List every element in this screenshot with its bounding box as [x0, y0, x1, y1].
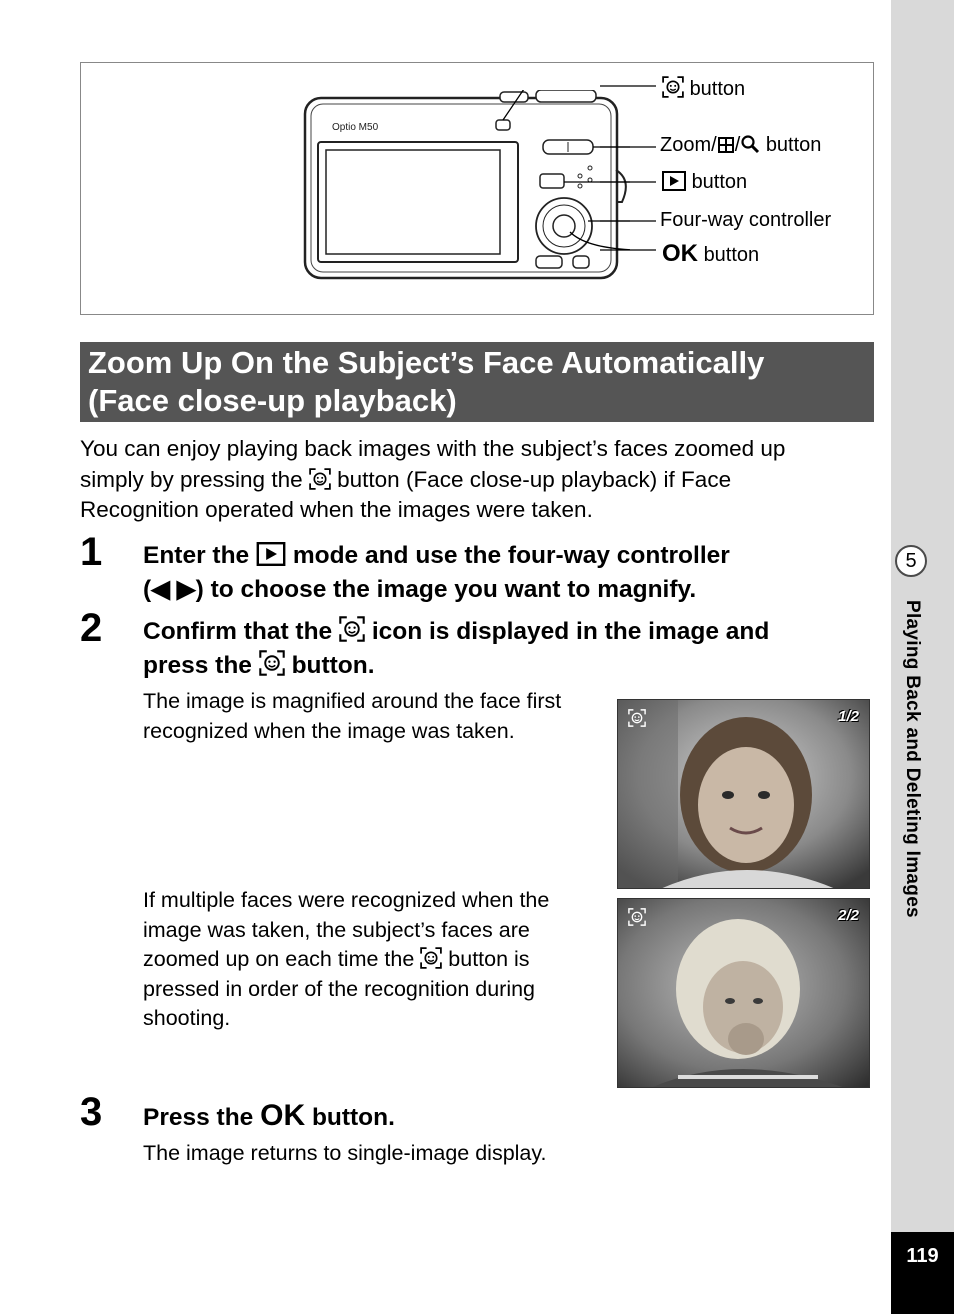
face-detection-icon	[339, 616, 365, 642]
thumbnail-grid-icon	[717, 136, 735, 154]
ok-symbol: OK	[662, 240, 698, 267]
step-2-heading: Confirm that the icon is displayed in the image and press the button.	[143, 618, 770, 679]
photo-image	[618, 899, 870, 1088]
face-detection-icon	[309, 468, 331, 490]
step-3-heading: Press the OK button.	[143, 1099, 395, 1132]
step-number-3: 3	[80, 1090, 103, 1134]
callout-play-button: button	[662, 171, 747, 194]
magnify-icon	[740, 134, 760, 154]
face-closeup-photo-2	[617, 898, 870, 1088]
face-detection-icon	[628, 709, 646, 727]
step-1-heading: Enter the mode and use the four-way controller (◀ ▶) to choose the image you want to magnify.	[143, 542, 730, 603]
camera-illustration	[300, 90, 630, 285]
callout-face-button: button	[662, 76, 745, 101]
camera-brand-text: Optio M50	[332, 122, 379, 133]
step-number-2: 2	[80, 606, 103, 650]
photo-image	[618, 700, 870, 889]
playback-icon	[256, 542, 286, 566]
photo-indicator: 1/2	[838, 708, 859, 725]
section-title-line2: (Face close-up playback)	[88, 383, 457, 418]
face-detection-icon	[662, 76, 684, 98]
face-closeup-photo-1	[617, 699, 870, 889]
page-number: 119	[891, 1232, 954, 1314]
callout-four-way: Four-way controller	[660, 209, 832, 231]
callout-leaders	[600, 80, 660, 265]
section-title-line1: Zoom Up On the Subject’s Face Automatically	[88, 345, 765, 380]
callout-ok-button: OK button	[662, 240, 760, 267]
section-header	[80, 342, 874, 422]
face-detection-icon	[420, 947, 442, 969]
playback-icon	[662, 171, 686, 191]
intro-paragraph: You can enjoy playing back images with the subject’s faces zoomed up simply by pressing the button (Face close-up playback) if Face Recognition operated when the images were taken.	[80, 436, 786, 522]
step-3-description: The image returns to single-image display.	[143, 1141, 547, 1165]
ok-symbol: OK	[260, 1099, 306, 1132]
chapter-number-badge: 5	[895, 545, 927, 577]
photo-indicator: 2/2	[838, 907, 859, 924]
face-detection-icon	[628, 908, 646, 926]
callout-zoom-button: Zoom/ / button	[660, 134, 822, 156]
step-number-1: 1	[80, 530, 103, 574]
face-detection-icon	[259, 650, 285, 676]
step-2-description: The image is magnified around the face first recognized when the image was taken.	[143, 689, 562, 743]
chapter-title: Playing Back and Deleting Images	[902, 600, 923, 918]
step-2-multi-face-note: If multiple faces were recognized when the image was taken, the subject’s faces are zoomed up on each time the button is pressed in order of the recognition during shooting.	[143, 888, 550, 1030]
